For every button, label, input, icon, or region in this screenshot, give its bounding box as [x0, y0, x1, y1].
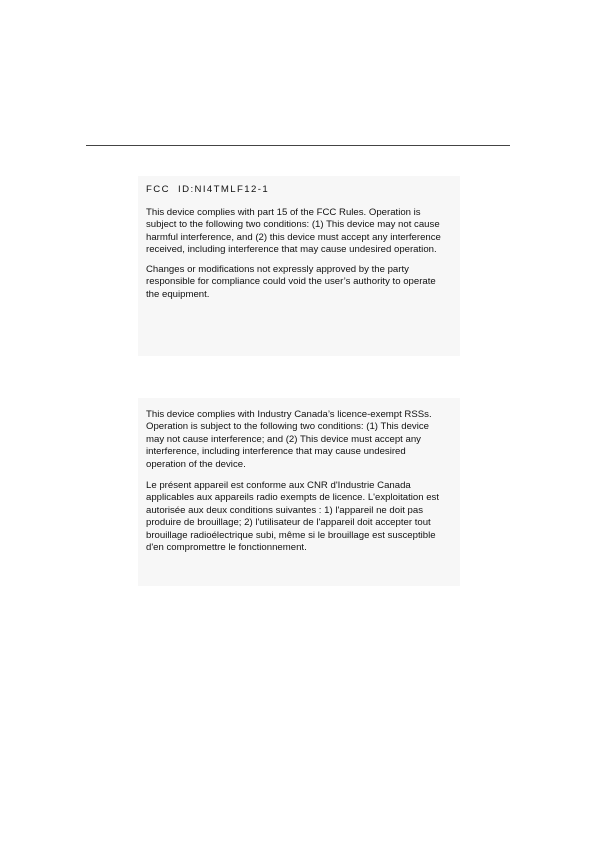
fcc-statement [146, 207, 444, 257]
ic-french-line: d'en compromettre le fonctionnement. [146, 542, 307, 554]
fcc-statement-line: harmful interference, and (2) this device must accept any interference [146, 231, 441, 243]
fcc-modification-line: the equipment. [146, 288, 210, 300]
ic-english-line: interference, including interference that may cause undesired [146, 446, 406, 458]
ic-english-line: may not cause interference; and (2) This device must accept any [146, 433, 421, 445]
fcc-modification-line: Changes or modifications not expressly approved by the party [146, 264, 409, 275]
ic-english-line: operation of the device. [146, 458, 246, 470]
fcc-statement-line: This device complies with part 15 of the FCC Rules. Operation is [146, 207, 421, 218]
ic-statement-english [146, 409, 448, 471]
fcc-modification-line: responsible for compliance could void the user’s authority to operate [146, 276, 436, 288]
ic-english-line: This device complies with Industry Canada’s licence-exempt RSSs. [146, 409, 432, 420]
ic-french-line: applicables aux appareils radio exempts de licence. L'exploitation est [146, 492, 440, 504]
ic-french-line: produire de brouillage; 2) l'utilisateur de l'appareil doit accepter tout [146, 517, 431, 529]
fcc-id: FCC ID:NI4TMLF12-1 [146, 184, 270, 195]
ic-french-line: Le présent appareil est conforme aux CNR d'Industrie Canada [146, 480, 411, 491]
fcc-statement-line: subject to the following two conditions: (1) This device may not cause [146, 219, 440, 231]
header-divider [86, 145, 510, 146]
ic-statement-french [146, 480, 448, 554]
ic-french-line: autorisée aux deux conditions suivantes : 1) l'appareil ne doit pas [146, 504, 424, 516]
fcc-modification-warning [146, 264, 444, 301]
fcc-statement-line: received, including interference that may cause undesired operation. [146, 244, 437, 256]
ic-french-line: brouillage radioélectrique subi, même si le brouillage est susceptible [146, 529, 436, 541]
ic-english-line: Operation is subject to the following two conditions: (1) This device [146, 421, 429, 433]
